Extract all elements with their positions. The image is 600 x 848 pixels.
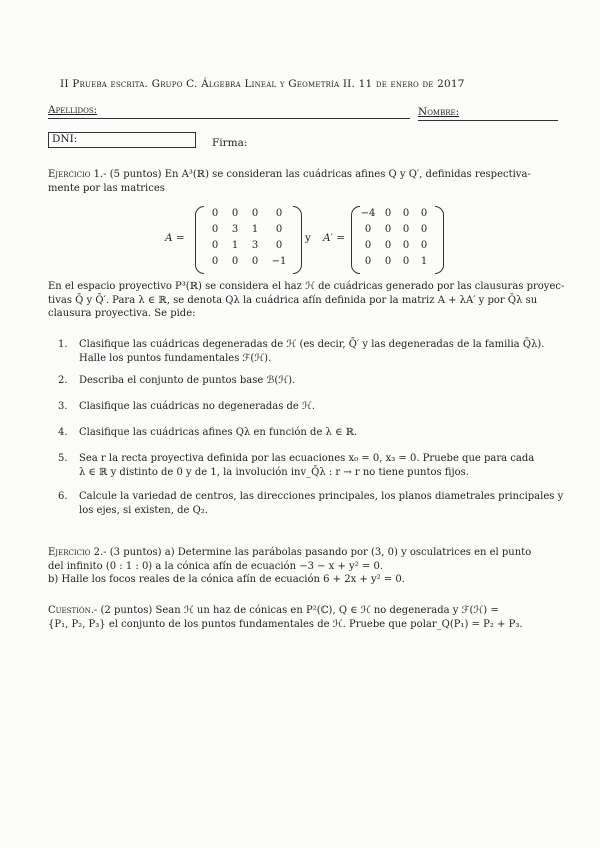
nombre-field[interactable]: [418, 106, 558, 121]
matrix-connector: y: [305, 232, 311, 244]
matrix-cell: 1: [420, 256, 428, 267]
item-line: Describa el conjunto de puntos base ℬ(ℋ).: [79, 375, 296, 386]
context-line2: tivas Q̄ y Q̄′. Para λ ∈ ℝ, se denota Qλ la cuádrica afín definida por la matriz A + λA′ y por Q̄λ su: [48, 294, 538, 306]
exam-header: II Prueba escrita. Grupo C. Álgebra Lineal y Geometría II. 11 de enero de 2017: [60, 78, 465, 90]
matrix-cell: 0: [420, 224, 428, 235]
matrix-cell: 0: [402, 208, 410, 219]
item-text: [79, 338, 567, 365]
matrix-cell: 0: [402, 256, 410, 267]
cuestion-heading: Cuestión.-: [48, 605, 98, 616]
item-text: [79, 400, 567, 414]
matrix-cell: 0: [364, 224, 372, 235]
item-number: 3.: [58, 401, 68, 412]
dni-field[interactable]: [48, 132, 196, 148]
matrix-ap-right-paren: [435, 206, 444, 274]
matrix-ap-label: A′ =: [323, 232, 346, 244]
item-number: 4.: [58, 427, 68, 438]
matrix-cell: 0: [211, 256, 219, 267]
matrix-cell: −1: [271, 256, 287, 267]
cuestion-line2: {P₁, P₂, P₃} el conjunto de los puntos fundamentales de ℋ. Pruebe que polar_Q(P₁) = P₂ + P₃.: [48, 618, 523, 630]
ejercicio2-line2: del infinito (0 : 1 : 0) a la cónica afín de ecuación −3 − x + y² = 0.: [48, 560, 383, 572]
matrix-cell: 0: [384, 224, 392, 235]
matrix-cell: 0: [231, 208, 239, 219]
firma-label: Firma:: [212, 137, 248, 149]
nombre-label: Nombre:: [418, 106, 460, 118]
item-number: 6.: [58, 491, 68, 502]
matrix-cell: 0: [420, 208, 428, 219]
matrix-cell: 0: [402, 224, 410, 235]
matrix-a-right-paren: [293, 206, 302, 274]
matrix-cell: 0: [402, 240, 410, 251]
item-number: 5.: [58, 453, 68, 464]
item-line: los ejes, si existen, de Q₂.: [79, 504, 208, 516]
item-line: Sea r la recta proyectiva definida por las ecuaciones x₀ = 0, x₃ = 0. Pruebe que para cada: [79, 453, 535, 464]
matrix-cell: 0: [211, 208, 219, 219]
matrix-cell: 0: [420, 240, 428, 251]
ejercicio1-heading: Ejercicio 1.-: [48, 169, 107, 180]
item-text: [79, 490, 567, 517]
matrices: [165, 206, 465, 274]
matrix-cell: 1: [251, 224, 259, 235]
ejercicio2-line1: (3 puntos) a) Determine las parábolas pasando por (3, 0) y osculatrices en el punto: [109, 547, 532, 558]
matrix-a: [205, 208, 293, 270]
cuestion: [48, 604, 568, 631]
matrix-cell: 0: [251, 208, 259, 219]
matrix-cell: 3: [231, 224, 239, 235]
matrix-cell: 0: [384, 256, 392, 267]
dni-label: DNI:: [52, 133, 78, 145]
item-text: [79, 452, 567, 479]
cuestion-line1: (2 puntos) Sean ℋ un haz de cónicas en P²(ℂ), Q ∈ ℋ no degenerada y ℱ(ℋ) =: [100, 605, 499, 616]
matrix-cell: 0: [364, 240, 372, 251]
matrix-cell: 0: [211, 224, 219, 235]
apellidos-label: Apellidos:: [48, 104, 98, 116]
ejercicio1-context: [48, 280, 568, 321]
matrix-cell: 3: [251, 240, 259, 251]
matrix-cell: 0: [384, 240, 392, 251]
ejercicio2-heading: Ejercicio 2.-: [48, 547, 107, 558]
item-line: Halle los puntos fundamentales ℱ(ℋ).: [79, 352, 272, 364]
matrix-cell: −4: [360, 208, 376, 219]
apellidos-field[interactable]: [48, 104, 410, 119]
item-line: Clasifique las cuádricas degeneradas de ℋ (es decir, Q̄′ y las degeneradas de la familia Q̄λ).: [79, 339, 545, 350]
context-line3: clausura proyectiva. Se pide:: [48, 308, 196, 319]
item-line: λ ∈ ℝ y distinto de 0 y de 1, la involución inv_Q̄λ : r → r no tiene puntos fijos.: [79, 466, 469, 478]
context-line1: En el espacio proyectivo P³(ℝ) se considera el haz ℋ de cuádricas generado por las clausuras proyec-: [48, 281, 565, 292]
item-line: Clasifique las cuádricas afines Qλ en función de λ ∈ ℝ.: [79, 427, 358, 438]
item-number: 2.: [58, 375, 68, 386]
ejercicio2: [48, 546, 568, 587]
matrix-cell: 1: [231, 240, 239, 251]
item-line: Clasifique las cuádricas no degeneradas de ℋ.: [79, 401, 316, 412]
matrix-cell: 0: [384, 208, 392, 219]
ejercicio1-intro-line2: mente por las matrices: [48, 182, 165, 194]
matrix-cell: 0: [275, 240, 283, 251]
item-text: [79, 374, 567, 388]
item-line: Calcule la variedad de centros, las direcciones principales, los planos diametrales principales y: [79, 491, 564, 502]
matrix-cell: 0: [211, 240, 219, 251]
item-text: [79, 426, 567, 440]
matrix-ap: [357, 208, 433, 270]
ejercicio1-intro: [48, 168, 568, 195]
ejercicio1-intro-line1: (5 puntos) En A³(ℝ) se consideran las cuádricas afines Q y Q′, definidas respectiva-: [109, 169, 531, 180]
ejercicio2-line3: b) Halle los focos reales de la cónica afín de ecuación 6 + 2x + y² = 0.: [48, 574, 405, 585]
matrix-cell: 0: [275, 224, 283, 235]
matrix-cell: 0: [231, 256, 239, 267]
matrix-a-left-paren: [195, 206, 204, 274]
matrix-cell: 0: [251, 256, 259, 267]
matrix-a-label: A =: [165, 232, 185, 244]
matrix-cell: 0: [275, 208, 283, 219]
item-number: 1.: [58, 339, 68, 350]
matrix-cell: 0: [364, 256, 372, 267]
